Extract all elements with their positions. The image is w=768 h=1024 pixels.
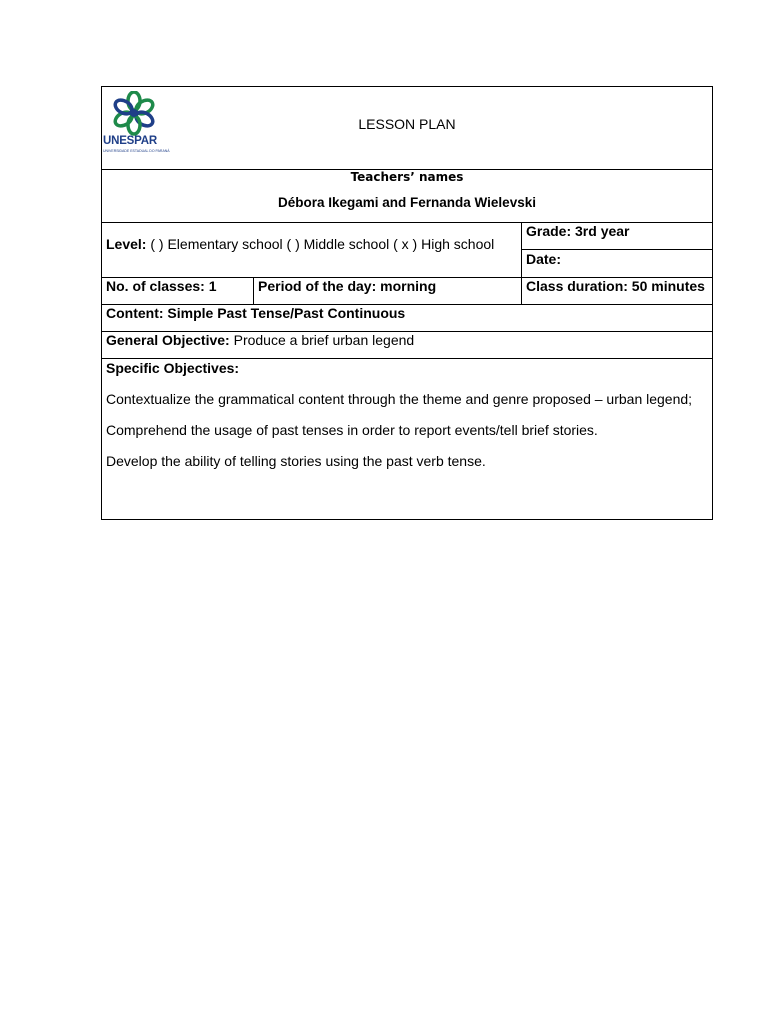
grade-cell: [522, 223, 712, 250]
date-text: Date:: [526, 251, 562, 267]
content-row: [102, 305, 712, 332]
header-row: [102, 87, 712, 170]
duration-cell: [522, 278, 712, 305]
level-row: [102, 223, 712, 278]
teachers-names: Débora Ikegami and Fernanda Wielevski: [278, 195, 536, 210]
classes-number-cell: [102, 278, 254, 305]
logo-subtext: UNIVERSIDADE ESTADUAL DO PARANÁ: [103, 149, 170, 153]
classes-number: No. of classes: 1: [106, 278, 217, 294]
general-objective-value: Produce a brief urban legend: [229, 332, 415, 348]
content-text: Content: Simple Past Tense/Past Continuous: [106, 305, 406, 321]
level-text: [106, 236, 494, 252]
general-objective-row: [102, 332, 712, 359]
grade-text: Grade: 3rd year: [526, 223, 630, 239]
teachers-row: [102, 170, 712, 223]
date-cell: [522, 250, 712, 278]
specific-objectives-row: [102, 359, 712, 519]
duration-text: Class duration: 50 minutes: [526, 278, 705, 294]
page-title: LESSON PLAN: [358, 116, 456, 132]
specific-objective-item: Contextualize the grammatical content through the theme and genre proposed – urban legend;: [106, 391, 693, 407]
classes-row: [102, 278, 712, 305]
general-objective-label: General Objective:: [106, 332, 230, 348]
lesson-plan-table: [101, 86, 713, 520]
level-label: Level:: [106, 236, 147, 252]
logo-wordmark: UNESPAR: [103, 135, 157, 147]
specific-objectives-label: Specific Objectives:: [106, 360, 240, 376]
specific-objective-item: Develop the ability of telling stories using the past verb tense.: [106, 453, 486, 469]
period-text: Period of the day: morning: [258, 278, 437, 294]
general-objective-text: [106, 332, 414, 348]
period-cell: [254, 278, 522, 305]
level-cell: [102, 223, 522, 278]
level-options: ( ) Elementary school ( ) Middle school ( x ) High school: [146, 236, 495, 252]
specific-objective-item: Comprehend the usage of past tenses in order to report events/tell brief stories.: [106, 422, 598, 438]
teachers-label: Teachers’ names: [350, 170, 464, 184]
